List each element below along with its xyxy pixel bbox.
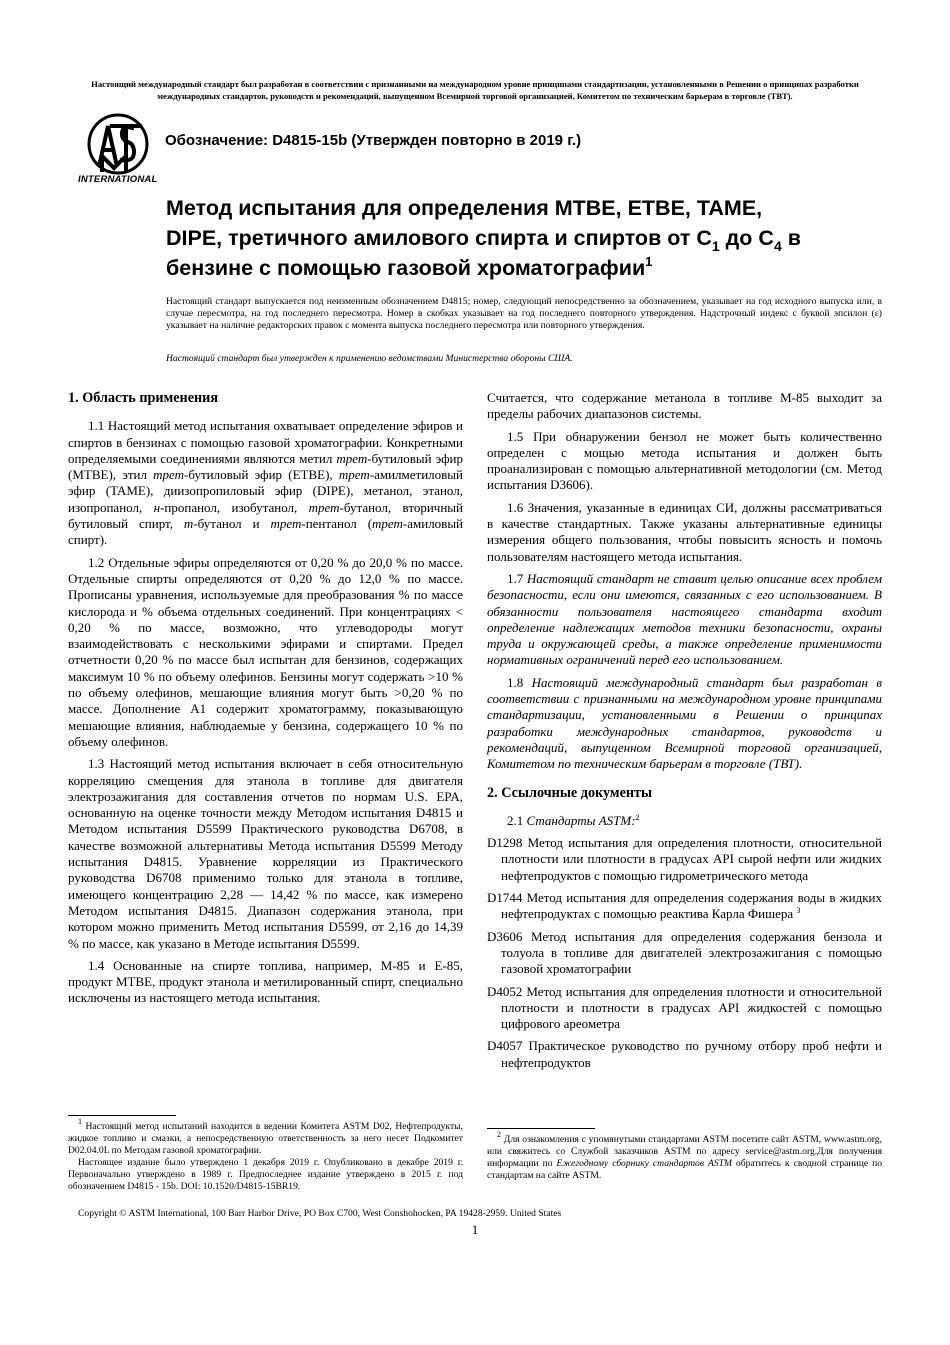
footnotes-right [487, 1130, 882, 1182]
section-1-heading: 1. Область применения [68, 390, 219, 406]
paragraph-1-2: 1.2 Отдельные эфиры определяются от 0,20 % до 20,0 % по массе. Отдельные спирты определяются от 0,20 % до 12,0 % по массе. Прописаны уравнения, используемые для преобразования % по массе кислорода и % объема отдельных соединений. При концентрациях < 0,20 % по массе, возможно, что углеводороды могут взаимодействовать с несколькими эфирами и спиртами. Предел отчетности 0,20 % по массе был испытан для бензинов, содержащих максимум 10 % по объему олефинов. Бензины могут содержать >10 % по объему олефинов, мешающие влияния могут быть >0,20 % по массе. Дополнение A1 содержит хроматограмму, показывающую мешающие влияния, наблюдаемые у бензина, содержащего 10 % по объему олефинов. [68, 554, 463, 749]
reference-d1298: D1298 Метод испытания для определения плотности, относительной плотности или плотности в градусах API сырой нефти или жидких нефтепродуктов с помощью гидрометрического метода [487, 835, 882, 883]
paragraph-1-7: 1.7 Настоящий стандарт не ставит целью описание всех проблем безопасности, если они имеются, связанных с его использованием. В обязанности пользователя настоящего стандарта входит определение надлежащих методов техники безопасности, охраны труда и окружающей среды, а также определение применимости нормативных ограничений перед его использованием. [487, 570, 882, 668]
section-2-heading: 2. Ссылочные документы [487, 784, 653, 801]
international-standard-notice: Настоящий международный стандарт был разработан в соответствии с признанными на международном уровне принципами стандартизации, установленными в Решении о принципах разработки международных стандартов, руководств и рекомендаций, выпущенном Всемирной торговой организацией, Комитетом по техническим барьерам в торговле (ТВТ). [91, 79, 859, 101]
paragraph-1-6: 1.6 Значения, указанные в единицах СИ, должны рассматриваться в качестве стандартных. Также указаны альтернативные единицы измерения общего пользования, чтобы повысить ясность и помочь пользователям настоящего метода испытания. [487, 499, 882, 564]
footnote-1-edition: Настоящее издание было утверждено 1 декабря 2019 г. Опубликовано в декабре 2019 г. Первоначально утверждено в 1989 г. Предпоследнее издание утверждено в 2015 г. под обозначением D4815 - 15b. DOI: 10.1520/D4815-15BR19. [68, 1157, 463, 1192]
designation: Обозначение: D4815-15b (Утвержден повторно в 2019 г.) [165, 132, 582, 149]
footnote-divider-right [487, 1128, 595, 1129]
paragraph-1-4-continued: Считается, что содержание метанола в топливе M-85 выходит за пределы рабочих диапазонов системы. [487, 390, 882, 422]
footnotes-left [68, 1117, 463, 1193]
subsection-2-1: 2.1 Стандарты ASTM:$^2$ [507, 812, 640, 828]
footnote-1: $^1$ Настоящий метод испытаний находится в ведении Комитета ASTM D02, Нефтепродукты, жидкое топливо и смазки, а непосредственную ответственность за него несет Подкомитет D02.04.0L по Методам газовой хроматографии. [68, 1117, 463, 1156]
right-column [487, 390, 882, 1077]
footnote-2: $^2$ Для ознакомления с упомянутыми стандартами ASTM посетите сайт ASTM, www.astm.org, или свяжитесь со Службой заказчиков ASTM по адресу service@astm.org.Для получения информации по Ежегодному сборнику стандартов ASTM обратитесь к сводной странице по стандартам на сайте ASTM. [487, 1130, 882, 1181]
document-title: Метод испытания для определения MTBE, ETBE, TAME, DIPE, третичного амилового спирта и спиртов от $C_1$ до $C_4$ в бензине с помощью газовой хроматографии$^1$ [166, 196, 801, 280]
page-number: 1 [471, 1222, 479, 1237]
paragraph-1-4: 1.4 Основанные на спирте топлива, например, M-85 и E-85, продукт MTBE, продукт этанола и метилированный спирт, специально исключены из настоящего метода испытания. [68, 957, 463, 1006]
reference-d3606: D3606 Метод испытания для определения содержания бензола и толуола в топливе для двигателей электрозажигания с помощью газовой хроматографии [487, 928, 882, 977]
approval-note: Настоящий стандарт был утвержден к применению ведомствами Министерства обороны США. [166, 353, 573, 364]
paragraph-1-1: 1.1 Настоящий метод испытания охватывает определение эфиров и спиртов в бензинах с помощью газовой хроматографии. Конкретными определяемыми соединениями являются метил трет-бутиловый эфир (MTBE), этил трет-бутиловый эфир (ETBE), трет-амилметиловый эфир (TAME), диизопропиловый эфир (DIPE), метанол, этанол, изопропанол, н-пропанол, изобутанол, трет-бутанол, вторичный бутиловый спирт, т-бутанол и трет-пентанол (трет-амиловый спирт). [68, 418, 464, 548]
paragraph-1-8: 1.8 Настоящий международный стандарт был разработан в соответствии с признанными на международном уровне принципами стандартизации, установленными в Решении о принципах разработки международных стандартов, руководств и рекомендаций, выпущенном Всемирной торговой организацией, Комитетом по техническим барьерам в торговле (ТВТ). [487, 674, 882, 772]
reference-d1744: D1744 Метод испытания для определения содержания воды в жидких нефтепродуктах с помощью реактива Карла Фишера $^3$ [487, 890, 882, 922]
footnote-divider-left [68, 1115, 176, 1116]
logo-text: INTERNATIONAL [78, 174, 158, 185]
copyright: Copyright © ASTM International, 100 Barr Harbor Drive, PO Box C700, West Conshohocken, PA 19428-2959. United States [78, 1208, 562, 1219]
issuance-note: Настоящий стандарт выпускается под неизменным обозначением D4815; номер, следующий непосредственно за обозначением, указывает на год исходного выпуска или, в случае пересмотра, на год последнего пересмотра. Номер в скобках указывает на год последнего повторного утверждения. Надстрочный индекс с буквой эпсилон (ε) указывает на наличие редакторских правок с момента выпуска последнего пересмотра или повторного утверждения. [166, 296, 882, 332]
reference-d4052: D4052 Метод испытания для определения плотности и относительной плотности и плотности в градусах API жидкостей с помощью цифрового ареометра [487, 983, 882, 1032]
paragraph-1-5: 1.5 При обнаружении бензол не может быть количественно определен с мощью метода испытания и должен быть проанализирован с помощью альтернативной методологии (см. Метод испытания D3606). [487, 428, 882, 493]
reference-d4057: D4057 Практическое руководство по ручному отбору проб нефти и нефтепродуктов [487, 1038, 882, 1070]
left-column [68, 390, 463, 1013]
paragraph-1-3: 1.3 Настоящий метод испытания включает в себя относительную корреляцию смещения для этанола в топливе для двигателя электрозажигания для составления отчетов по нормам U.S. EPA, основанную на оценке точности между Методом испытания D4815 и Методом испытания D5599 Практического руководства D6708, в качестве возможной альтернативы Метода испытания D5599 Методу испытания D4815. Уравнение корреляции из Практического руководства D6708 применимо только для этанола в топливе, имеющего концентрацию 2,28 — 14,42 % по массе, как измерено Методом испытания D4815. Диапазон содержания этанола, при котором можно применить Метод испытания D5599, от 2,16 до 14,39 % по массе, как указано в Методе испытания D5599. [68, 756, 463, 951]
